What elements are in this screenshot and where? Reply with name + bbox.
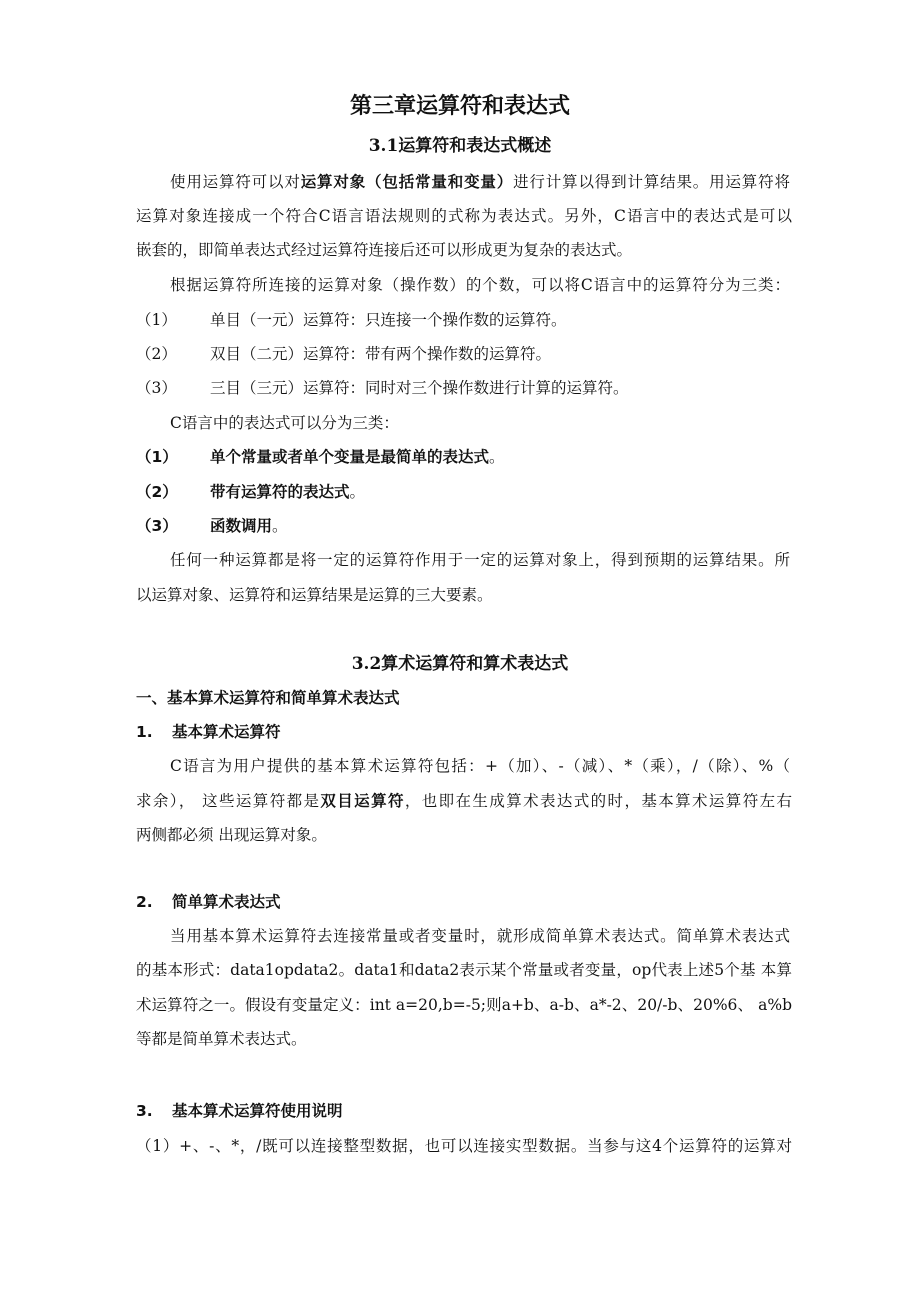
list-item <box>136 344 551 364</box>
list-item <box>136 447 505 467</box>
paragraph-line: 术运算符之一。假设有变量定义：int a=20,b=-5;则a+b、a-b、a*-2、20/-b、20%6、 a%b <box>136 996 792 1014</box>
paragraph-line: 运算对象连接成一个符合C语言语法规则的式称为表达式。另外，C语言中的表达式是可以 <box>136 207 792 225</box>
paragraph-line: 以运算对象、运算符和运算结果是运算的三大要素。 <box>136 586 493 604</box>
list-number: （2） <box>136 483 178 501</box>
list-item <box>136 378 629 398</box>
paragraph-line: 的基本形式：data1opdata2。data1和data2表示某个常量或者变量，op代表上述5个基 本算 <box>136 961 792 979</box>
heading-number: 2. <box>136 893 153 911</box>
list-tail: 。 <box>272 517 288 535</box>
paragraph-line <box>136 791 792 811</box>
list-number: （2） <box>136 345 177 363</box>
list-number: （1） <box>136 311 177 329</box>
paragraph-line: C语言为用户提供的基本算术运算符包括：+（加）、-（减）、*（乘），/（除）、%（ <box>170 757 790 775</box>
list-tail: 。 <box>349 483 366 501</box>
list-text: 三目（三元）运算符：同时对三个操作数进行计算的运算符。 <box>210 379 629 397</box>
list-item <box>136 482 365 502</box>
numbered-heading <box>136 1101 343 1121</box>
heading-number: 3. <box>136 1102 153 1120</box>
paragraph-line: 任何一种运算都是将一定的运算符作用于一定的运算对象上，得到预期的运算结果。所 <box>170 551 790 569</box>
text-span: 进行计算以得到计算结果。用运算符将 <box>513 173 790 191</box>
numbered-heading <box>136 892 281 912</box>
heading-text: 基本算术运算符使用说明 <box>172 1102 343 1120</box>
section-3-1-heading: 3.1运算符和表达式概述 <box>368 136 552 156</box>
chapter-title: 第三章运算符和表达式 <box>349 94 570 119</box>
list-tail: 。 <box>489 448 505 466</box>
list-item <box>136 310 567 330</box>
text-span: ，也即在生成算术表达式的时，基本算术运算符左右 <box>404 792 792 810</box>
paragraph-line: 两侧都必须 出现运算对象。 <box>136 826 327 844</box>
paragraph-line <box>170 172 790 192</box>
list-text: 函数调用 <box>210 517 273 535</box>
heading-text: 简单算术表达式 <box>172 893 281 911</box>
list-number: （3） <box>136 517 178 535</box>
list-number: （1） <box>136 448 178 466</box>
heading-text: 基本算术运算符 <box>172 723 281 741</box>
paragraph-line: 当用基本算术运算符去连接常量或者变量时，就形成简单算术表达式。简单算术表达式 <box>170 927 790 945</box>
list-text: 单个常量或者单个变量是最简单的表达式 <box>210 448 490 466</box>
paragraph-line: 等都是简单算术表达式。 <box>136 1030 307 1048</box>
bold-text: 运算对象（包括常量和变量） <box>300 173 514 191</box>
list-text: 双目（二元）运算符：带有两个操作数的运算符。 <box>210 345 552 363</box>
text-span: 求余）， 这些运算符都是 <box>136 792 321 810</box>
text-span: 使用运算符可以对 <box>170 173 301 191</box>
list-number: （3） <box>136 379 177 397</box>
list-text: 带有运算符的表达式 <box>210 483 350 501</box>
bold-text: 双目运算符 <box>320 792 405 810</box>
numbered-heading <box>136 722 281 742</box>
paragraph-line: 嵌套的，即简单表达式经过运算符连接后还可以形成更为复杂的表达式。 <box>136 241 633 259</box>
subsection-heading: 一、基本算术运算符和简单算术表达式 <box>136 689 400 707</box>
list-text: 单目（一元）运算符：只连接一个操作数的运算符。 <box>210 311 567 329</box>
paragraph-line: 根据运算符所连接的运算对象（操作数）的个数，可以将C语言中的运算符分为三类： <box>170 276 790 294</box>
paragraph-line: （1）+、-、*，/既可以连接整型数据，也可以连接实型数据。当参与这4个运算符的运算对 <box>136 1137 792 1155</box>
paragraph-line: C语言中的表达式可以分为三类： <box>170 414 399 432</box>
list-item <box>136 516 288 536</box>
heading-number: 1. <box>136 723 153 741</box>
section-3-2-heading: 3.2算术运算符和算术表达式 <box>351 654 569 674</box>
